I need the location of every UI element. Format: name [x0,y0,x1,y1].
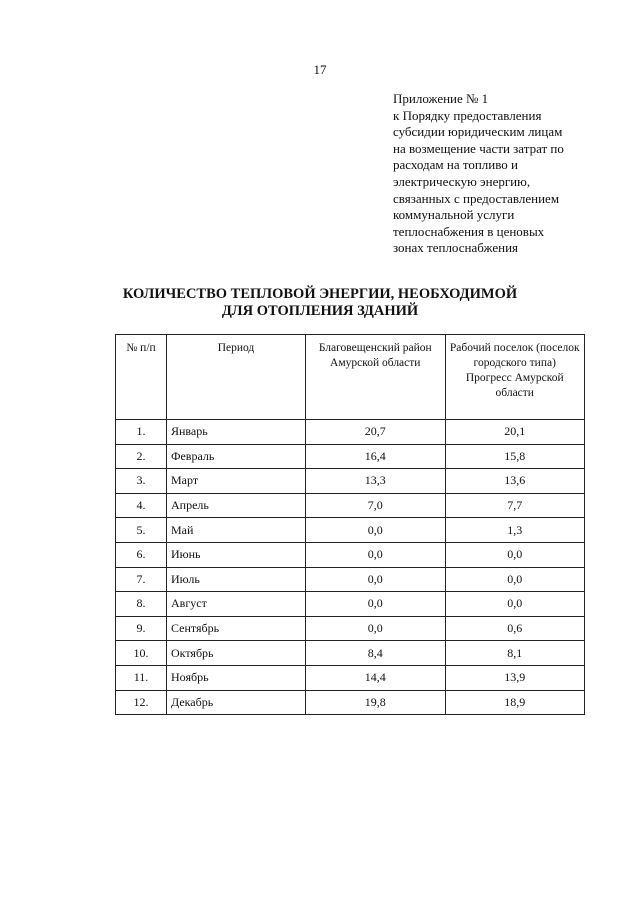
cell-period: Август [167,592,306,617]
cell-progress: 18,9 [445,690,585,715]
cell-progress: 0,0 [445,592,585,617]
table-row [116,469,585,494]
cell-num: 2. [116,444,167,469]
cell-progress: 15,8 [445,444,585,469]
cell-blagoveshchensk: 0,0 [306,567,446,592]
cell-period: Октябрь [167,641,306,666]
table-row [116,542,585,567]
header-progress: Рабочий поселок (поселок городского типа) Прогресс Амурской области [445,335,585,420]
cell-period: Апрель [167,493,306,518]
cell-blagoveshchensk: 0,0 [306,542,446,567]
table-body [116,420,585,715]
page-number: 17 [313,62,327,77]
table-row [116,493,585,518]
title-line: КОЛИЧЕСТВО ТЕПЛОВОЙ ЭНЕРГИИ, НЕОБХОДИМОЙ [122,286,518,302]
cell-period: Январь [167,420,306,445]
cell-blagoveshchensk: 0,0 [306,616,446,641]
appendix-line: субсидии юридическим лицам [393,124,563,140]
appendix-line: связанных с предоставлением [393,190,560,206]
header-period: Период [167,335,306,420]
cell-progress: 20,1 [445,420,585,445]
appendix-line: Приложение № 1 [393,91,489,106]
appendix-note [393,91,593,257]
cell-progress: 13,6 [445,469,585,494]
appendix-line: расходам на топливо и [393,157,519,173]
table-header-row [116,335,585,420]
cell-blagoveshchensk: 14,4 [306,665,446,690]
cell-progress: 7,7 [445,493,585,518]
cell-progress: 0,6 [445,616,585,641]
cell-num: 6. [116,542,167,567]
cell-period: Июнь [167,542,306,567]
cell-num: 11. [116,665,167,690]
appendix-line: на возмещение части затрат по [393,140,564,156]
cell-progress: 0,0 [445,567,585,592]
cell-progress: 8,1 [445,641,585,666]
document-title [0,286,640,320]
title-line: ДЛЯ ОТОПЛЕНИЯ ЗДАНИЙ [221,303,419,319]
cell-num: 5. [116,518,167,543]
table-row [116,567,585,592]
cell-period: Ноябрь [167,665,306,690]
cell-period: Июль [167,567,306,592]
table-row [116,690,585,715]
heat-energy-table [115,334,585,715]
table-row [116,592,585,617]
cell-num: 12. [116,690,167,715]
cell-blagoveshchensk: 0,0 [306,518,446,543]
cell-period: Сентябрь [167,616,306,641]
cell-num: 1. [116,420,167,445]
cell-progress: 1,3 [445,518,585,543]
table-row [116,420,585,445]
table-row [116,444,585,469]
cell-blagoveshchensk: 7,0 [306,493,446,518]
appendix-line: электрическую энергию, [393,173,531,189]
cell-num: 10. [116,641,167,666]
cell-progress: 0,0 [445,542,585,567]
table-row [116,616,585,641]
cell-blagoveshchensk: 0,0 [306,592,446,617]
appendix-line: зонах теплоснабжения [393,240,519,256]
cell-num: 3. [116,469,167,494]
appendix-line: коммунальной услуги [393,207,515,223]
header-blagoveshchensk: Благовещенский район Амурской области [306,335,446,420]
cell-period: Декабрь [167,690,306,715]
appendix-line: к Порядку предоставления [393,107,542,123]
cell-num: 9. [116,616,167,641]
cell-period: Май [167,518,306,543]
header-num: № п/п [116,335,167,420]
cell-progress: 13,9 [445,665,585,690]
cell-blagoveshchensk: 19,8 [306,690,446,715]
table-row [116,518,585,543]
cell-blagoveshchensk: 8,4 [306,641,446,666]
cell-period: Февраль [167,444,306,469]
appendix-line: теплоснабжения в ценовых [393,223,545,239]
cell-num: 7. [116,567,167,592]
table-row [116,665,585,690]
cell-num: 4. [116,493,167,518]
cell-blagoveshchensk: 16,4 [306,444,446,469]
table-row [116,641,585,666]
cell-blagoveshchensk: 13,3 [306,469,446,494]
cell-period: Март [167,469,306,494]
cell-blagoveshchensk: 20,7 [306,420,446,445]
cell-num: 8. [116,592,167,617]
